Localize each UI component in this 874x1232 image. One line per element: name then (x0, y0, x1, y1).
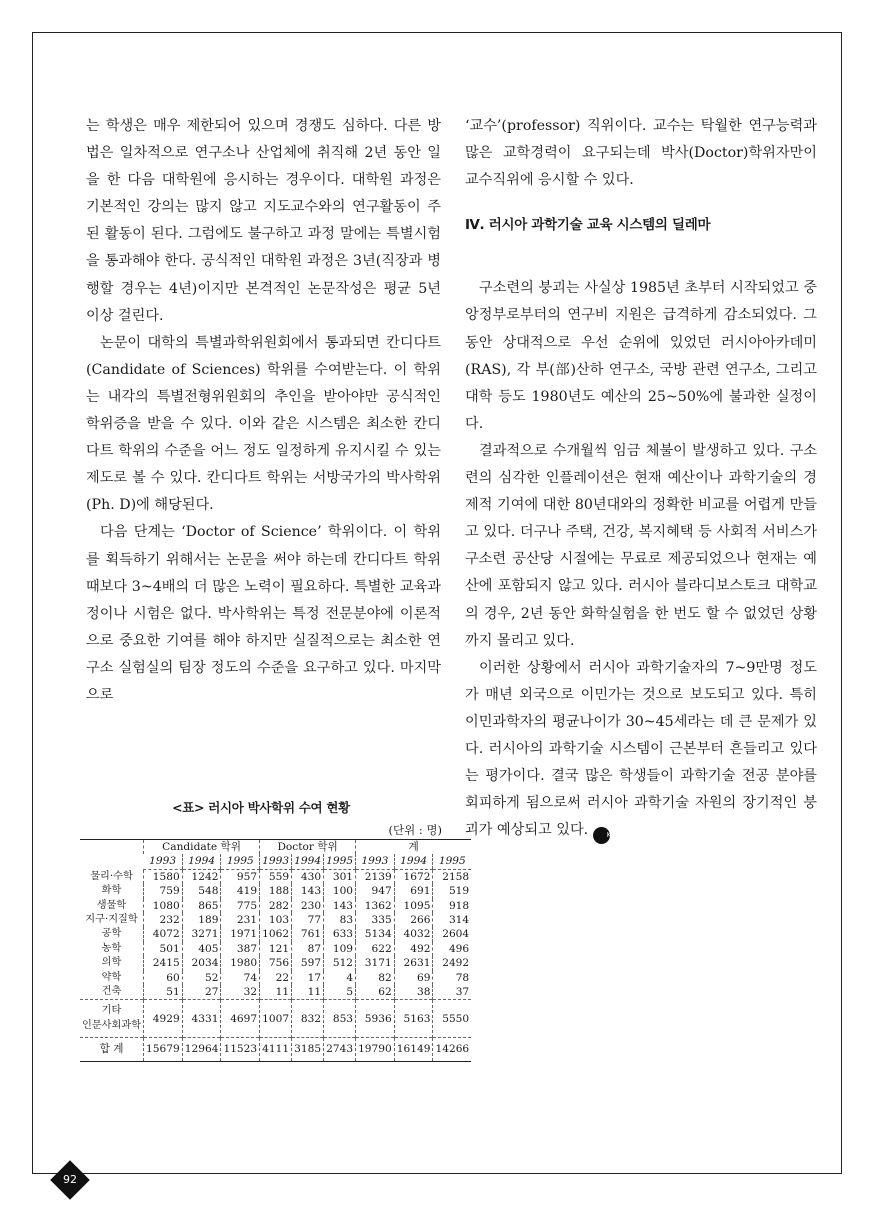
table-cell: 51 (144, 985, 183, 1000)
table-cell: 4 (324, 971, 356, 985)
table-cell: 1580 (144, 869, 183, 884)
year-header: 1993 (144, 854, 183, 869)
row-label: 농학 (101, 942, 122, 954)
table-cell: 232 (144, 913, 183, 927)
table-cell: 4032 (394, 927, 433, 941)
table-cell: 496 (433, 942, 471, 956)
page-number: 92 (63, 1173, 77, 1186)
year-header: 1994 (394, 854, 433, 869)
body-paragraph: 결과적으로 수개월씩 임금 체불이 발생하고 있다. 구소련의 심각한 인플레이션은 현재 예산이나 과학기술의 경제적 기여에 대한 80년대와의 정확한 비교를 어렵게 만들고 있다. 더구나 주택, 건강, 복지혜택 등 사회적 서비스가 구소련 공산당 시절에는 무료로 제공되었으나 현재는 예산에 포함되지 않고 있다. 러시아 블라디보스토크 대학교의 경우, 2년 동안 화학실험을 한 번도 할 수 없었던 상황까지 몰리고 있다. (465, 442, 817, 649)
left-column (86, 113, 441, 709)
year-header: 1994 (182, 854, 221, 869)
table-cell: 865 (182, 899, 221, 913)
table-cell: 60 (144, 971, 183, 985)
table-cell: 419 (221, 884, 260, 898)
year-header: 1995 (221, 854, 260, 869)
table-cell: 3271 (182, 927, 221, 941)
table-cell: 11 (292, 985, 324, 1000)
table-cell: 62 (356, 985, 395, 1000)
table-cell: 5 (324, 985, 356, 1000)
table-cell: 597 (292, 956, 324, 970)
table-cell: 2492 (433, 956, 471, 970)
table-cell: 832 (292, 1000, 324, 1038)
total-cell: 19790 (356, 1038, 395, 1061)
table-cell: 1095 (394, 899, 433, 913)
table-cell: 622 (356, 942, 395, 956)
table-cell: 4072 (144, 927, 183, 941)
table-cell: 519 (433, 884, 471, 898)
table-cell: 2415 (144, 956, 183, 970)
table-row (80, 869, 471, 884)
table-cell: 691 (394, 884, 433, 898)
table-cell: 83 (324, 913, 356, 927)
row-label: 건축 (101, 986, 122, 998)
table-cell: 231 (221, 913, 260, 927)
table-cell: 87 (292, 942, 324, 956)
total-cell: 11523 (221, 1038, 260, 1061)
table-row (80, 942, 471, 956)
table-group-header-row (80, 840, 471, 855)
table-body (80, 869, 471, 1037)
table-cell: 947 (356, 884, 395, 898)
row-label: 공학 (101, 928, 122, 940)
body-paragraph: 구소련의 붕괴는 사실상 1985년 초부터 시작되었고 중앙정부로부터의 연구비 지원은 급격하게 감소되었다. 그 동안 상대적으로 우선 순위에 있었던 러시아아카데미(RAS), 각 부(部)산하 연구소, 국방 관련 연구소, 그리고 대학 등도 1980년도 예산의 25~50%에 불과한 실정이다. (465, 280, 817, 432)
table-cell: 143 (324, 899, 356, 913)
row-label-line: 기타 (101, 1005, 122, 1017)
table-cell: 335 (356, 913, 395, 927)
table-cell: 266 (394, 913, 433, 927)
table-cell: 189 (182, 913, 221, 927)
table-cell: 853 (324, 1000, 356, 1038)
table-row (80, 913, 471, 927)
table-cell: 27 (182, 985, 221, 1000)
table-cell: 282 (260, 899, 292, 913)
right-column (465, 113, 817, 844)
table-cell: 77 (292, 913, 324, 927)
year-header: 1995 (324, 854, 356, 869)
table-cell: 3171 (356, 956, 395, 970)
body-paragraph: 논문이 대학의 특별과학위원회에서 통과되면 칸디다트(Candidate of Sciences) 학위를 수여받는다. 이 학위는 내각의 특별전형위원회의 추인을 받아야만 공식적인 학위증을 받을 수 있다. 이와 같은 시스템은 최소한 칸디다트 학위의 수준을 어느 정도 일정하게 유지시킬 수 있는 제도로 볼 수 있다. 칸디다트 학위는 서방국가의 박사학위(Ph. D)에 해당된다. (86, 334, 441, 514)
table-cell: 756 (260, 956, 292, 970)
table-row-other (80, 1000, 471, 1038)
row-label: 화학 (101, 885, 122, 897)
table-row (80, 956, 471, 970)
year-header: 1995 (433, 854, 471, 869)
table-row (80, 927, 471, 941)
table-cell: 2158 (433, 869, 471, 884)
table-cell: 512 (324, 956, 356, 970)
total-cell: 15679 (144, 1038, 183, 1061)
degree-table-block (80, 798, 470, 1062)
total-cell: 2743 (324, 1038, 356, 1061)
table-cell: 143 (292, 884, 324, 898)
table-unit: (단위 : 명) (388, 823, 442, 837)
table-cell: 1362 (356, 899, 395, 913)
table-cell: 918 (433, 899, 471, 913)
total-cell: 3185 (292, 1038, 324, 1061)
table-total-row (80, 1038, 471, 1061)
row-label: 생물학 (96, 899, 127, 911)
section-heading: Ⅳ. 러시아 과학기술 교육 시스템의 딜레마 (465, 217, 711, 234)
row-label: 지구·지질학 (85, 914, 138, 926)
table-cell: 1007 (260, 1000, 292, 1038)
table-cell: 22 (260, 971, 292, 985)
table-cell: 5936 (356, 1000, 395, 1038)
table-cell: 1242 (182, 869, 221, 884)
total-cell: 4111 (260, 1038, 292, 1061)
table-cell: 121 (260, 942, 292, 956)
table-cell: 109 (324, 942, 356, 956)
row-label: 의학 (101, 957, 122, 969)
table-cell: 314 (433, 913, 471, 927)
year-header: 1993 (356, 854, 395, 869)
table-cell: 775 (221, 899, 260, 913)
table-cell: 2604 (433, 927, 471, 941)
table-cell: 4697 (221, 1000, 260, 1038)
row-label-line: 인문사회과학 (82, 1019, 142, 1031)
table-cell: 17 (292, 971, 324, 985)
table-cell: 633 (324, 927, 356, 941)
table-cell: 32 (221, 985, 260, 1000)
total-label: 합 계 (80, 1038, 144, 1061)
table-cell: 69 (394, 971, 433, 985)
body-text: 이러한 상황에서 러시아 과학기술자의 7~9만명 정도가 매년 외국으로 이민가는 것으로 보도되고 있다. 특히 이민과학자의 평균나이가 30~45세라는 데 큰 문제가 있다. 러시아의 과학기술 시스템이 근본부터 흔들리고 있다는 평가이다. 결국 많은 학생들이 과학기술 전공 분야를 회피하게 됨으로써 러시아 과학기술 자원의 장기적인 붕괴가 예상되고 있다. (465, 659, 817, 839)
row-label: 약학 (101, 971, 122, 983)
table-group-header: Candidate 학위 (144, 840, 260, 855)
table-cell: 5134 (356, 927, 395, 941)
table-cell: 2631 (394, 956, 433, 970)
table-cell: 5550 (433, 1000, 471, 1038)
body-paragraph (465, 655, 817, 845)
table-cell: 2139 (356, 869, 395, 884)
total-cell: 16149 (394, 1038, 433, 1061)
table-cell: 430 (292, 869, 324, 884)
table-cell: 1672 (394, 869, 433, 884)
table-title: <표> 러시아 박사학위 수여 현황 (172, 800, 350, 815)
table-cell: 52 (182, 971, 221, 985)
table-row (80, 985, 471, 1000)
table-cell: 103 (260, 913, 292, 927)
year-header: 1993 (260, 854, 292, 869)
degree-table (80, 839, 471, 1062)
table-row (80, 971, 471, 985)
table-cell: 11 (260, 985, 292, 1000)
year-header: 1994 (292, 854, 324, 869)
table-group-header: 계 (356, 840, 472, 855)
table-cell: 957 (221, 869, 260, 884)
table-cell: 559 (260, 869, 292, 884)
table-cell: 492 (394, 942, 433, 956)
kisti-logo-icon: KISTI (593, 827, 610, 844)
total-cell: 12964 (182, 1038, 221, 1061)
table-cell: 37 (433, 985, 471, 1000)
table-cell: 301 (324, 869, 356, 884)
table-cell: 4331 (182, 1000, 221, 1038)
table-cell: 188 (260, 884, 292, 898)
table-cell: 548 (182, 884, 221, 898)
table-cell: 5163 (394, 1000, 433, 1038)
body-paragraph: 는 학생은 매우 제한되어 있으며 경쟁도 심하다. 다른 방법은 일차적으로 연구소나 산업체에 취직해 2년 동안 일을 한 다음 대학원에 응시하는 경우이다. 대학원 과정은 기본적인 강의는 많지 않고 지도교수와의 연구활동이 주된 활동이 된다. 그럼에도 불구하고 과정 말에는 특별시험을 통과해야 한다. 공식적인 대학원 과정은 3년(직장과 병행할 경우는 4년)이지만 본격적인 논문작성은 평균 5년 이상 걸린다. (86, 118, 441, 324)
body-paragraph: ‘교수’(professor) 직위이다. 교수는 탁월한 연구능력과 많은 교학경력이 요구되는데 박사(Doctor)학위자만이 교수직위에 응시할 수 있다. (465, 118, 817, 189)
table-cell: 78 (433, 971, 471, 985)
table-cell: 759 (144, 884, 183, 898)
table-group-header: Doctor 학위 (260, 840, 356, 855)
table-cell: 1062 (260, 927, 292, 941)
table-cell: 74 (221, 971, 260, 985)
table-cell: 405 (182, 942, 221, 956)
row-label: 물리·수학 (90, 870, 133, 882)
table-row (80, 899, 471, 913)
table-cell: 387 (221, 942, 260, 956)
row-label (80, 1000, 144, 1038)
table-cell: 230 (292, 899, 324, 913)
table-cell: 4929 (144, 1000, 183, 1038)
table-cell: 82 (356, 971, 395, 985)
table-cell: 501 (144, 942, 183, 956)
table-corner-cell (80, 840, 144, 870)
table-row (80, 884, 471, 898)
table-cell: 100 (324, 884, 356, 898)
total-cell: 14266 (433, 1038, 471, 1061)
table-cell: 2034 (182, 956, 221, 970)
body-paragraph: 다음 단계는 ‘Doctor of Science’ 학위이다. 이 학위를 획득하기 위해서는 논문을 써야 하는데 칸디다트 학위때보다 3~4배의 더 많은 노력이 필요하다. 특별한 교육과정이나 시험은 없다. 박사학위는 특정 전문분야에 이론적으로 중요한 기여를 해야 하지만 실질적으로는 최소한 연구소 실험실의 팀장 정도의 수준을 요구하고 있다. 마지막으로 (86, 524, 441, 703)
table-cell: 1980 (221, 956, 260, 970)
table-cell: 1971 (221, 927, 260, 941)
table-cell: 761 (292, 927, 324, 941)
table-cell: 38 (394, 985, 433, 1000)
table-cell: 1080 (144, 899, 183, 913)
